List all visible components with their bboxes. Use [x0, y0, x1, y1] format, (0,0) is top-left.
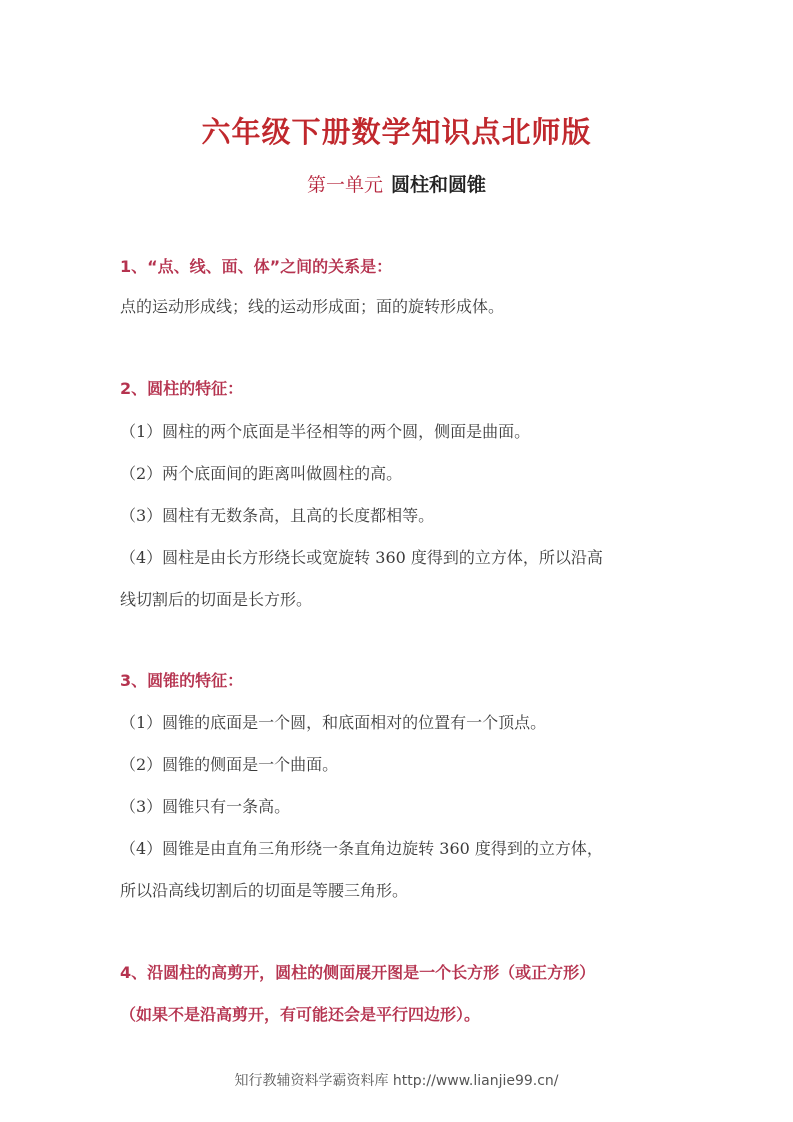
section-2-line-4: （4）圆柱是由长方形绕长或宽旋转 360 度得到的立方体，所以沿高 [120, 548, 603, 567]
section-1-line-1: 点的运动形成线；线的运动形成面；面的旋转形成体。 [120, 297, 505, 316]
section-3-line-5: 所以沿高线切割后的切面是等腰三角形。 [120, 881, 409, 900]
section-4-heading-line-2: （如果不是沿高剪开，有可能还会是平行四边形）。 [120, 1005, 481, 1024]
section-2-heading: 2、圆柱的特征： [120, 379, 244, 398]
section-2-line-5: 线切割后的切面是长方形。 [120, 590, 313, 609]
section-4-heading-line-1: 4、沿圆柱的高剪开，圆柱的侧面展开图是一个长方形（或正方形） [120, 963, 596, 982]
page-footer: 知行教辅资料学霸资料库 http://www.lianjie99.cn/ [234, 1073, 559, 1089]
section-1-heading: 1、“点、线、面、体”之间的关系是： [120, 257, 393, 276]
unit-subtitle [0, 170, 793, 197]
section-2-line-1: （1）圆柱的两个底面是半径相等的两个圆，侧面是曲面。 [120, 422, 531, 441]
section-2-line-3: （3）圆柱有无数条高，且高的长度都相等。 [120, 506, 435, 525]
section-3-line-1: （1）圆锥的底面是一个圆，和底面相对的位置有一个顶点。 [120, 713, 547, 732]
section-3-line-4: （4）圆锥是由直角三角形绕一条直角边旋转 360 度得到的立方体， [120, 839, 603, 858]
section-3-line-2: （2）圆锥的侧面是一个曲面。 [120, 755, 339, 774]
unit-label: 第一单元 [306, 174, 383, 196]
section-3-line-3: （3）圆锥只有一条高。 [120, 797, 291, 816]
section-2-line-2: （2）两个底面间的距离叫做圆柱的高。 [120, 464, 403, 483]
unit-topic: 圆柱和圆锥 [391, 174, 487, 196]
section-3-heading: 3、圆锥的特征： [120, 671, 244, 690]
document-title: 六年级下册数学知识点北师版 [201, 115, 592, 149]
